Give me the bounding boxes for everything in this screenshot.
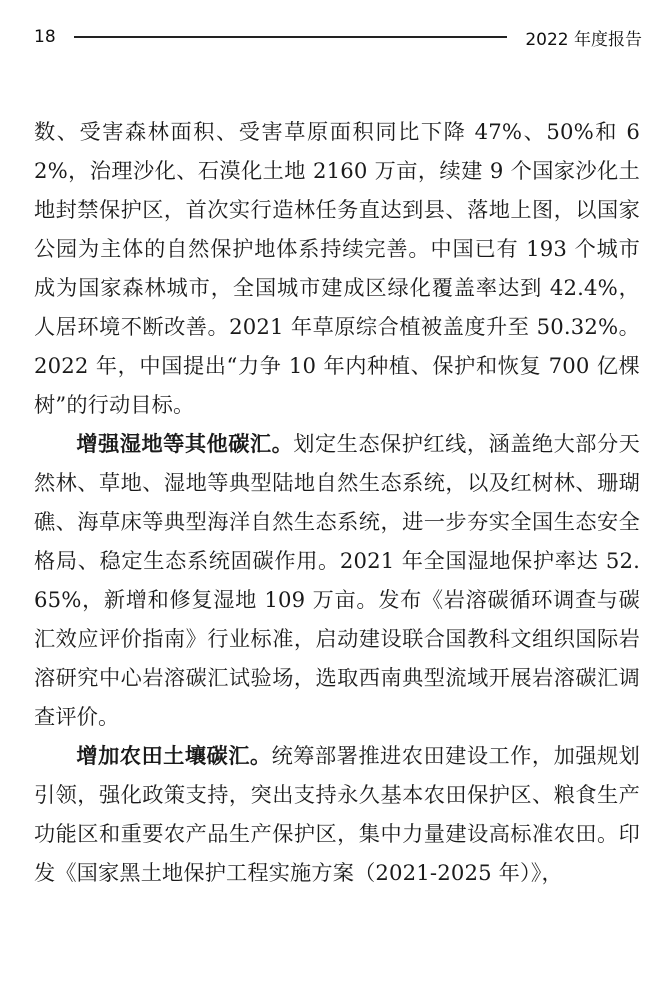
paragraph-lead: 增加农田土壤碳汇。 — [76, 743, 272, 768]
paragraph-wetland-carbon-sink — [34, 424, 640, 736]
paragraph-text: 数、受害森林面积、受害草原面积同比下降 47%、50%和 62%，治理沙化、石漠化土地 2160 万亩，续建 9 个国家沙化土地封禁保护区，首次实行造林任务直达到县、落地上图，以国家公园为主体的自然保护地体系持续完善。中国已有 193 个城市成为国家森林城市，全国城市建成区绿化覆盖率达到 42.4%，人居环境不断改善。2021 年草原综合植被盖度升至 50.32%。2022 年，中国提出“力争 10 年内种植、保护和恢复 700 亿棵树”的行动目标。 — [34, 119, 640, 417]
page-header — [34, 22, 642, 52]
page-number: 18 — [34, 27, 56, 47]
body-text — [34, 112, 640, 892]
paragraph-text: 划定生态保护红线，涵盖绝大部分天然林、草地、湿地等典型陆地自然生态系统，以及红树林、珊瑚礁、海草床等典型海洋自然生态系统，进一步夯实全国生态安全格局、稳定生态系统固碳作用。2021 年全国湿地保护率达 52.65%，新增和修复湿地 109 万亩。发布《岩溶碳循环调查与碳汇效应评价指南》行业标准，启动建设联合国教科文组织国际岩溶研究中心岩溶碳汇试验场，选取西南典型流域开展岩溶碳汇调查评价。 — [34, 431, 640, 729]
report-title: 2022 年度报告 — [525, 29, 642, 50]
paragraph-text: 统筹部署推进农田建设工作，加强规划引领，强化政策支持，突出支持永久基本农田保护区、粮食生产功能区和重要农产品生产保护区，集中力量建设高标准农田。印发《国家黑土地保护工程实施方案（2021-2025 年）》， — [34, 743, 640, 885]
header-rule — [74, 36, 508, 38]
paragraph-continuation — [34, 112, 640, 424]
paragraph-farmland-soil-carbon-sink — [34, 736, 640, 892]
paragraph-lead: 增强湿地等其他碳汇。 — [76, 431, 294, 456]
